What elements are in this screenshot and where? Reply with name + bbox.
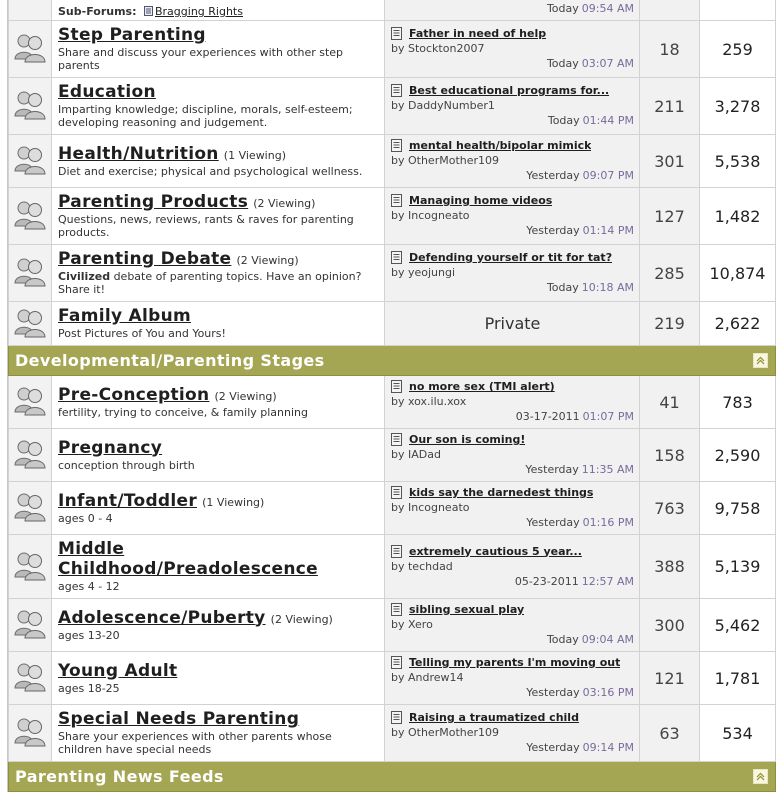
forum-row xyxy=(9,21,776,78)
threads-cell xyxy=(640,0,700,21)
forum-title-link[interactable]: Infant/Toddler xyxy=(58,490,198,511)
threads-count: 158 xyxy=(640,429,700,482)
last-post-date: Yesterday 01:16 PM xyxy=(526,516,634,529)
post-page-icon xyxy=(391,139,403,152)
forum-row xyxy=(9,535,776,599)
forum-row-partial xyxy=(9,0,776,21)
forum-description-text: Diet and exercise; physical and psychological wellness. xyxy=(58,164,363,178)
collapse-icon[interactable] xyxy=(753,769,768,784)
last-post-title[interactable]: Defending yourself or tit for tat? xyxy=(409,251,613,264)
forum-info-cell xyxy=(52,535,385,599)
last-post-cell xyxy=(385,302,640,346)
last-post-title[interactable]: no more sex (TMI alert) xyxy=(409,380,555,393)
threads-count: 127 xyxy=(640,188,700,245)
posts-count: 10,874 xyxy=(700,245,776,302)
forum-icon-cell xyxy=(9,78,52,135)
last-post-cell xyxy=(385,21,640,78)
forum-info-cell xyxy=(52,245,385,302)
forum-info-cell xyxy=(52,188,385,245)
viewing-count: (1 Viewing) xyxy=(202,495,265,509)
forum-info-cell xyxy=(52,376,385,429)
threads-count: 63 xyxy=(640,705,700,762)
post-page-icon xyxy=(391,84,403,97)
forum-info-cell xyxy=(52,302,385,346)
forum-info-cell xyxy=(52,705,385,762)
threads-count: 301 xyxy=(640,135,700,188)
last-post-title[interactable]: Telling my parents I'm moving out xyxy=(409,656,621,669)
threads-count: 211 xyxy=(640,78,700,135)
post-page-icon xyxy=(391,251,403,264)
last-post-cell xyxy=(385,78,640,135)
post-page-icon xyxy=(391,194,403,207)
forum-description-text: Post Pictures of You and Yours! xyxy=(58,327,226,340)
posts-count: 2,590 xyxy=(700,429,776,482)
forum-users-icon xyxy=(13,624,47,643)
forum-icon-cell xyxy=(9,535,52,599)
last-post-cell xyxy=(385,652,640,705)
last-post-date: Yesterday 01:14 PM xyxy=(526,224,634,237)
forum-icon-cell xyxy=(9,302,52,346)
posts-count: 5,538 xyxy=(700,135,776,188)
last-post-date: Today 09:54 AM xyxy=(546,2,634,15)
post-page-icon xyxy=(391,603,403,616)
last-post-author: by OtherMother109 xyxy=(391,154,500,167)
last-post-cell xyxy=(385,535,640,599)
viewing-count: (2 Viewing) xyxy=(270,612,333,626)
private-label: Private xyxy=(484,313,541,333)
post-page-icon xyxy=(391,27,403,40)
threads-count: 219 xyxy=(640,302,700,346)
category-header xyxy=(9,346,776,376)
last-post-author: by xox.ilu.xox xyxy=(391,395,467,408)
forum-icon-cell xyxy=(9,0,52,21)
viewing-count: (2 Viewing) xyxy=(214,389,277,403)
forum-icon-cell xyxy=(9,21,52,78)
threads-count: 18 xyxy=(640,21,700,78)
post-page-icon xyxy=(391,486,403,499)
last-post-cell xyxy=(385,599,640,652)
subforum-link[interactable]: Bragging Rights xyxy=(154,5,243,18)
forum-users-icon xyxy=(13,677,47,696)
forum-info-cell xyxy=(52,0,385,21)
forum-row xyxy=(9,188,776,245)
last-post-cell xyxy=(385,135,640,188)
last-post-title[interactable]: kids say the darnedest things xyxy=(409,486,594,499)
last-post-date: 03-17-2011 01:07 PM xyxy=(515,410,634,423)
last-post-author: by Andrew14 xyxy=(391,671,464,684)
threads-count: 285 xyxy=(640,245,700,302)
forum-row xyxy=(9,599,776,652)
forum-info-cell xyxy=(52,429,385,482)
forum-description xyxy=(58,512,378,525)
forum-description xyxy=(58,459,378,472)
threads-count: 121 xyxy=(640,652,700,705)
post-page-icon xyxy=(391,711,403,724)
forum-description xyxy=(58,270,378,296)
forum-users-icon xyxy=(13,323,47,342)
forum-icon-cell xyxy=(9,429,52,482)
forum-title-link[interactable]: Parenting Products xyxy=(58,192,249,212)
threads-count: 388 xyxy=(640,535,700,599)
threads-count: 41 xyxy=(640,376,700,429)
forum-users-icon xyxy=(13,507,47,526)
last-post-date: Yesterday 03:16 PM xyxy=(526,686,634,699)
post-page-icon xyxy=(391,545,403,558)
forum-icon-cell xyxy=(9,188,52,245)
subforums xyxy=(58,5,378,18)
last-post-date: Yesterday 09:07 PM xyxy=(526,169,634,182)
forum-description-text: Questions, news, reviews, rants & raves for parenting products. xyxy=(58,213,354,239)
forum-row xyxy=(9,302,776,346)
last-post-author: by techdad xyxy=(391,559,453,573)
viewing-count: (2 Viewing) xyxy=(236,254,299,267)
forum-icon-cell xyxy=(9,652,52,705)
forum-title-link[interactable]: Special Needs Parenting xyxy=(58,709,300,729)
collapse-icon[interactable] xyxy=(753,353,768,368)
forum-icon-cell xyxy=(9,482,52,535)
posts-count: 1,482 xyxy=(700,188,776,245)
posts-cell xyxy=(700,0,776,21)
post-page-icon xyxy=(391,433,403,446)
forum-title-link[interactable]: Middle Childhood/Preadolescence xyxy=(58,539,318,579)
forum-description xyxy=(58,730,378,756)
forum-title-link[interactable]: Health/Nutrition xyxy=(58,143,219,164)
forum-row xyxy=(9,245,776,302)
posts-count: 5,462 xyxy=(700,599,776,652)
forum-users-icon xyxy=(13,732,47,751)
last-post-cell xyxy=(385,0,640,21)
post-page-icon xyxy=(391,380,403,393)
last-post-author: by Incogneato xyxy=(391,209,470,222)
forum-row xyxy=(9,652,776,705)
forum-row xyxy=(9,482,776,535)
threads-count: 763 xyxy=(640,482,700,535)
forum-description xyxy=(58,580,378,593)
last-post-author: by Incogneato xyxy=(391,501,470,514)
forum-title-link[interactable]: Pre-Conception xyxy=(58,384,210,405)
forum-description-text: debate of parenting topics. Have an opinion? Share it! xyxy=(58,270,362,296)
forum-icon-cell xyxy=(9,599,52,652)
viewing-count: (2 Viewing) xyxy=(253,197,316,210)
last-post-cell xyxy=(385,482,640,535)
forum-description-text: fertility, trying to conceive, & family planning xyxy=(58,405,308,419)
forum-users-icon xyxy=(13,160,47,179)
forum-info-cell xyxy=(52,135,385,188)
posts-count: 1,781 xyxy=(700,652,776,705)
forum-description-text: Share your experiences with other parents whose children have special needs xyxy=(58,730,332,756)
category-header-news-feeds xyxy=(9,762,776,792)
forum-info-cell xyxy=(52,21,385,78)
last-post-cell xyxy=(385,705,640,762)
last-post-title[interactable]: Father in need of help xyxy=(409,27,547,40)
forum-description xyxy=(58,682,378,695)
last-post-cell xyxy=(385,376,640,429)
posts-count: 3,278 xyxy=(700,78,776,135)
forum-title-link[interactable]: Family Album xyxy=(58,306,192,326)
last-post-cell xyxy=(385,429,640,482)
forum-users-icon xyxy=(13,272,47,291)
last-post-cell xyxy=(385,245,640,302)
forum-description-bold: Civilized xyxy=(58,270,111,283)
forum-description-text: ages 13-20 xyxy=(58,628,120,642)
forum-title-link[interactable]: Young Adult xyxy=(58,660,178,681)
forum-row xyxy=(9,135,776,188)
last-post-title[interactable]: Raising a traumatized child xyxy=(409,711,579,724)
forum-icon-cell xyxy=(9,245,52,302)
forum-users-icon xyxy=(13,215,47,234)
subforum-icon xyxy=(144,6,153,16)
forum-icon-cell xyxy=(9,135,52,188)
forum-users-icon xyxy=(13,454,47,473)
last-post-author: by DaddyNumber1 xyxy=(391,99,495,112)
posts-count: 783 xyxy=(700,376,776,429)
last-post-title[interactable]: Our son is coming! xyxy=(409,433,526,446)
forum-row xyxy=(9,429,776,482)
forum-description-text: ages 0 - 4 xyxy=(58,511,113,525)
forum-description-text: ages 4 - 12 xyxy=(58,580,120,593)
forum-title-link[interactable]: Pregnancy xyxy=(58,437,163,458)
forum-row xyxy=(9,376,776,429)
forum-info-cell xyxy=(52,652,385,705)
forum-info-cell xyxy=(52,599,385,652)
posts-count: 5,139 xyxy=(700,535,776,599)
forum-users-icon xyxy=(13,401,47,420)
last-post-title[interactable]: Best educational programs for... xyxy=(409,84,610,97)
last-post-title[interactable]: extremely cautious 5 year... xyxy=(409,544,582,558)
last-post-author: by Xero xyxy=(391,618,433,631)
last-post-title[interactable]: sibling sexual play xyxy=(409,603,525,616)
last-post-date: 05-23-2011 12:57 AM xyxy=(514,574,634,588)
forum-icon-cell xyxy=(9,705,52,762)
forum-table xyxy=(8,0,776,792)
forum-description-text: Share and discuss your experiences with other step parents xyxy=(58,46,344,72)
forum-users-icon xyxy=(13,566,47,585)
forum-info-cell xyxy=(52,78,385,135)
last-post-date: Today 03:07 AM xyxy=(546,57,634,70)
last-post-date: Yesterday 09:14 PM xyxy=(526,741,634,754)
last-post-date: Today 01:44 PM xyxy=(547,114,634,127)
post-page-icon xyxy=(391,656,403,669)
last-post-author: by yeojungi xyxy=(391,266,456,279)
last-post-date: Today 09:04 AM xyxy=(546,633,634,646)
last-post-author: by OtherMother109 xyxy=(391,726,500,739)
forum-description xyxy=(58,629,378,642)
forum-users-icon xyxy=(13,105,47,124)
forum-title-link[interactable]: Parenting Debate xyxy=(58,249,232,269)
forum-title-link[interactable]: Adolescence/Puberty xyxy=(58,607,266,628)
forum-users-icon xyxy=(13,48,47,67)
forum-description-text: conception through birth xyxy=(58,458,195,472)
forum-description-text: ages 18-25 xyxy=(58,681,120,695)
last-post-date: Yesterday 11:35 AM xyxy=(525,463,634,476)
last-post-author: by IADad xyxy=(391,448,441,461)
last-post-author: by Stockton2007 xyxy=(391,42,485,55)
posts-count: 259 xyxy=(700,21,776,78)
forum-title-link[interactable]: Step Parenting xyxy=(58,25,206,45)
forum-description xyxy=(58,103,378,129)
category-title[interactable]: Parenting News Feeds xyxy=(15,767,224,786)
forum-description xyxy=(58,327,378,340)
last-post-title[interactable]: mental health/bipolar mimick xyxy=(409,139,592,152)
posts-count: 2,622 xyxy=(700,302,776,346)
forum-title-link[interactable]: Education xyxy=(58,82,156,102)
viewing-count: (1 Viewing) xyxy=(223,148,286,162)
posts-count: 9,758 xyxy=(700,482,776,535)
forum-icon-cell xyxy=(9,376,52,429)
forum-description xyxy=(58,213,378,239)
forum-description xyxy=(58,46,378,72)
forum-row xyxy=(9,78,776,135)
last-post-date: Today 10:18 AM xyxy=(546,281,634,294)
forum-info-cell xyxy=(52,482,385,535)
last-post-cell xyxy=(385,188,640,245)
forum-description-text: Imparting knowledge; discipline, morals, self-esteem; developing reasoning and judgement. xyxy=(58,103,353,129)
forum-description xyxy=(58,406,378,419)
forum-description xyxy=(58,165,378,178)
forum-list-frame xyxy=(7,0,776,792)
category-title[interactable]: Developmental/Parenting Stages xyxy=(15,351,325,370)
subforums-label: Sub-Forums: xyxy=(58,5,137,18)
threads-count: 300 xyxy=(640,599,700,652)
posts-count: 534 xyxy=(700,705,776,762)
last-post-title[interactable]: Managing home videos xyxy=(409,194,553,207)
forum-row xyxy=(9,705,776,762)
